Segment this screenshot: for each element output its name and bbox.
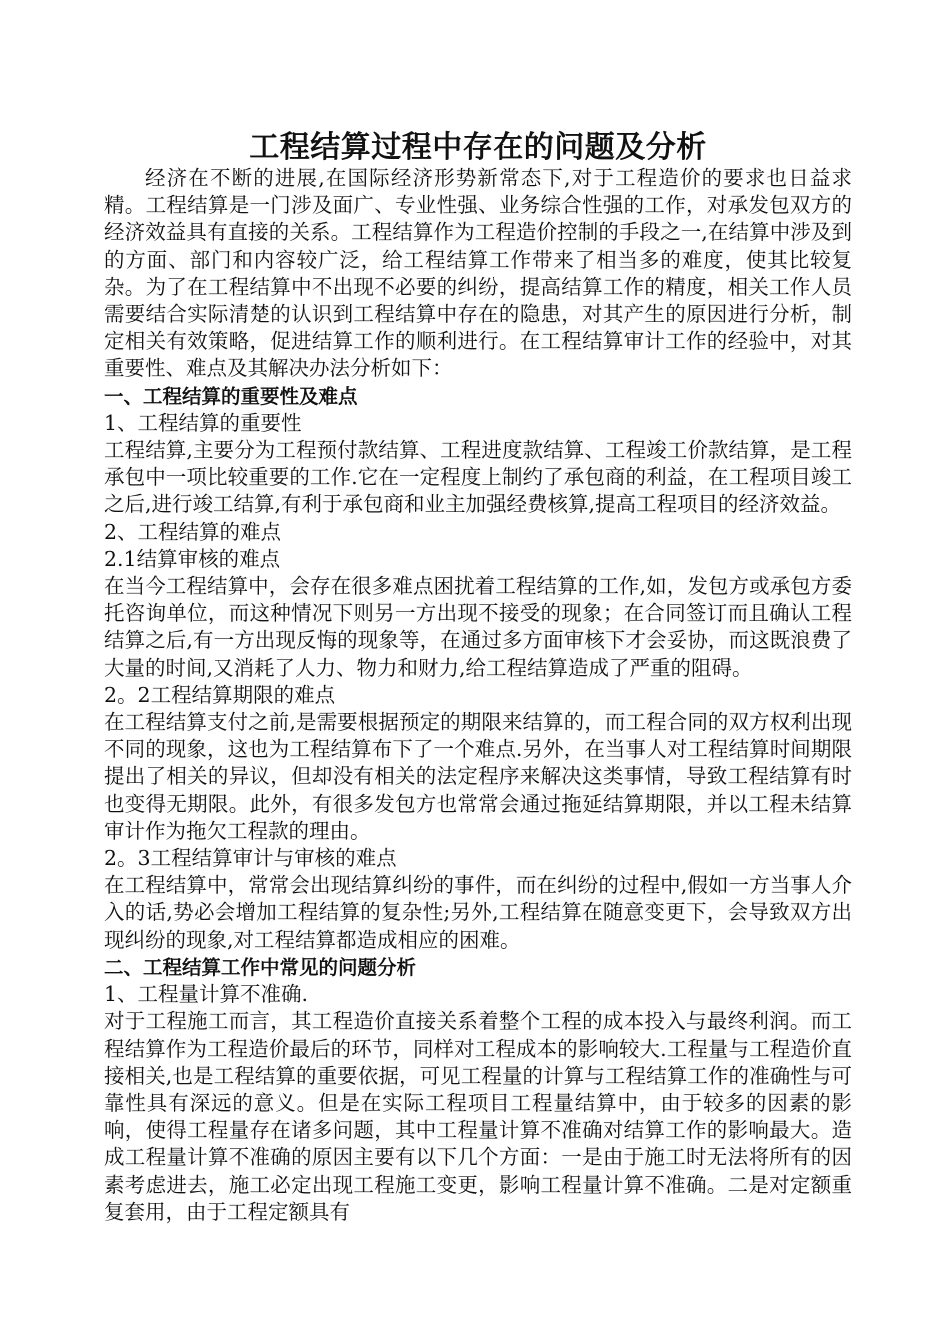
document-title: 工程结算过程中存在的问题及分析 <box>249 130 707 165</box>
section-heading: 一、工程结算的重要性及难点 <box>104 384 358 408</box>
subsection-title: 1、工程结算的重要性 <box>104 410 302 435</box>
document-page <box>104 128 852 1226</box>
subsection-title: 2、工程结算的难点 <box>104 519 282 544</box>
body-paragraph: 在工程结算中，常常会出现结算纠纷的事件，而在纠纷的过程中,假如一方当事人介入的话,势必会增加工程结算的复杂性;另外,工程结算在随意变更下，会导致双方出现纠纷的现象,对工程结算都造成相应的困难。 <box>104 873 852 952</box>
body-paragraph: 对于工程施工而言，其工程造价直接关系着整个工程的成本投入与最终利润。而工程结算作为工程造价最后的环节，同样对工程成本的影响较大.工程量与工程造价直接相关,也是工程结算的重要依据，可见工程量的计算与工程结算工作的准确性与可靠性具有深远的意义。但是在实际工程项目工程量结算中，由于较多的因素的影响，使得工程量存在诸多问题，其中工程量计算不准确对结算工作的影响最大。造成工程量计算不准确的原因主要有以下几个方面：一是由于施工时无法将所有的因素考虑进去，施工必定出现工程施工变更，影响工程量计算不准确。二是对定额重复套用，由于工程定额具有 <box>104 1009 852 1224</box>
intro-paragraph: 经济在不断的进展,在国际经济形势新常态下,对于工程造价的要求也日益求精。工程结算是一门涉及面广、专业性强、业务综合性强的工作，对承发包双方的经济效益具有直接的关系。工程结算作为工程造价控制的手段之一,在结算中涉及到的方面、部门和内容较广泛，给工程结算工作带来了相当多的难度，使其比较复杂。为了在工程结算中不出现不必要的纠纷，提高结算工作的精度，相关工作人员需要结合实际清楚的认识到工程结算中存在的隐患，对其产生的原因进行分析，制定相关有效策略，促进结算工作的顺利进行。在工程结算审计工作的经验中，对其重要性、难点及其解决办法分析如下： <box>104 166 852 381</box>
subsection-title: 2.1结算审核的难点 <box>104 546 281 571</box>
body-paragraph: 在工程结算支付之前,是需要根据预定的期限来结算的，而工程合同的双方权利出现不同的现象，这也为工程结算布下了一个难点.另外，在当事人对工程结算时间期限提出了相关的异议，但却没有相关的法定程序来解决这类事情，导致工程结算有时也变得无期限。此外，有很多发包方也常常会通过拖延结算期限，并以工程未结算审计作为拖欠工程款的理由。 <box>104 710 852 843</box>
subsection-title: 2。2工程结算期限的难点 <box>104 682 336 707</box>
body-paragraph: 工程结算,主要分为工程预付款结算、工程进度款结算、工程竣工价款结算，是工程承包中一项比较重要的工作.它在一定程度上制约了承包商的利益，在工程项目竣工之后,进行竣工结算,有利于承包商和业主加强经费核算,提高工程项目的经济效益。 <box>104 438 852 517</box>
subsection-title: 2。3工程结算审计与审核的难点 <box>104 846 397 871</box>
body-paragraph: 在当今工程结算中，会存在很多难点困扰着工程结算的工作,如，发包方或承包方委托咨询单位，而这种情况下则另一方出现不接受的现象；在合同签订而且确认工程结算之后,有一方出现反悔的现象等，在通过多方面审核下才会妥协，而这既浪费了大量的时间,又消耗了人力、物力和财力,给工程结算造成了严重的阻碍。 <box>104 574 852 680</box>
subsection-title: 1、工程量计算不准确. <box>104 982 309 1007</box>
section-heading: 二、工程结算工作中常见的问题分析 <box>104 955 417 979</box>
